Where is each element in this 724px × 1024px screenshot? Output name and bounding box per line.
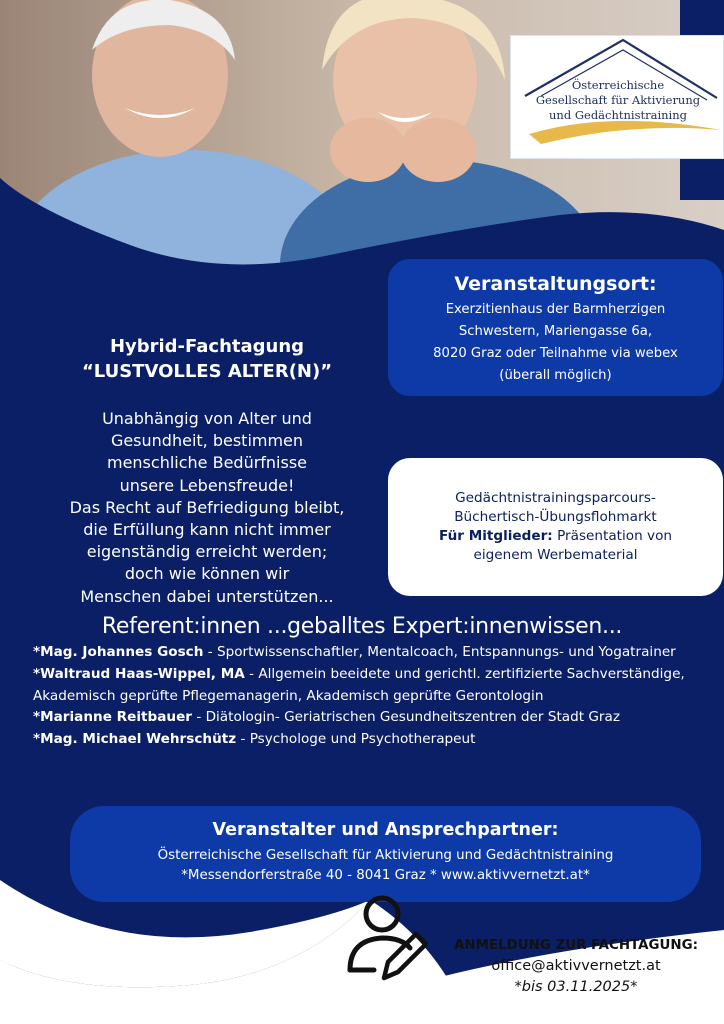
logo-line: und Gedächtnistraining — [549, 108, 687, 122]
registration-deadline: *bis 03.11.2025* — [514, 979, 638, 995]
speaker-desc: - Diätologin- Geriatrischen Gesundheitszentren der Stadt Graz — [192, 709, 620, 726]
speaker-name: *Waltraud Haas-Wippel, MA — [33, 665, 245, 682]
parcours-line: Büchertisch-Übungsflohmarkt — [454, 509, 657, 525]
members-text: Präsentation von — [552, 528, 673, 544]
organization-logo — [510, 35, 724, 159]
speaker-item — [33, 707, 713, 729]
speaker-item — [33, 729, 713, 751]
intro-line: die Erfüllung kann nicht immer — [83, 520, 331, 540]
speaker-desc: - Psychologe und Psychotherapeut — [236, 731, 476, 748]
event-title — [40, 334, 374, 384]
speaker-item — [33, 642, 713, 664]
intro-line: doch wie können wir — [124, 564, 290, 584]
speaker-desc: - Sportwissenschaftler, Mentalcoach, Entspannungs- und Yogatrainer — [203, 644, 676, 660]
parcours-members-line — [388, 527, 723, 546]
speakers-heading: Referent:innen ...geballtes Expert:innenwissen... — [101, 614, 623, 639]
logo-line: Österreichische — [571, 78, 665, 92]
parcours-box — [388, 458, 723, 596]
organizer-title: Veranstalter und Ansprechpartner: — [212, 820, 559, 840]
intro-text — [40, 408, 374, 608]
organizer-box — [70, 806, 701, 902]
parcours-line: Gedächtnistrainingsparcours- — [455, 490, 656, 506]
logo-text — [511, 78, 724, 123]
venue-box — [388, 259, 723, 396]
registration-block — [428, 935, 724, 998]
organizer-line: Österreichische Gesellschaft für Aktivierung und Gedächtnistraining — [157, 848, 614, 863]
speaker-name: *Mag. Michael Wehrschütz — [33, 731, 237, 748]
intro-line: eigenständig erreicht werden; — [86, 542, 328, 562]
event-title-line1: Hybrid-Fachtagung — [109, 336, 305, 357]
speaker-name: *Mag. Johannes Gosch — [33, 644, 204, 660]
members-label: Für Mitglieder: — [438, 528, 553, 544]
intro-line: Unabhängig von Alter und — [102, 409, 312, 428]
speaker-item — [33, 664, 713, 708]
user-edit-icon — [344, 892, 428, 984]
logo-line: Gesellschaft für Aktivierung — [535, 93, 701, 107]
venue-line: Schwestern, Mariengasse 6a, — [458, 324, 653, 339]
registration-email[interactable]: office@aktivvernetzt.at — [491, 958, 661, 974]
speaker-desc: - Allgemein beeidete und gerichtl. zertifizierte Sachverständige, Akademisch geprüfte Pflegemanagerin, Akademisch geprüfte Gerontologin — [33, 665, 685, 704]
intro-line: unsere Lebensfreude! — [119, 475, 295, 495]
speakers-list — [33, 642, 713, 751]
organizer-address: *Messendorferstraße 40 - 8041 Graz * www.aktivvernetzt.at* — [181, 868, 590, 883]
registration-heading: ANMELDUNG ZUR FACHTAGUNG: — [454, 938, 698, 953]
intro-line: menschliche Bedürfnisse — [106, 453, 308, 473]
venue-title: Veranstaltungsort: — [454, 273, 657, 295]
venue-line: 8020 Graz oder Teilnahme via webex — [433, 346, 678, 361]
venue-line: Exerzitienhaus der Barmherzigen — [445, 302, 666, 317]
intro-line: Das Recht auf Befriedigung bleibt, — [69, 497, 345, 517]
parcours-line: eigenem Werbematerial — [473, 547, 638, 563]
intro-line: Gesundheit, bestimmen — [110, 431, 304, 451]
intro-line: Menschen dabei unterstützen... — [80, 586, 334, 606]
speaker-name: *Marianne Reitbauer — [33, 709, 193, 726]
event-title-line2: “LUSTVOLLES ALTER(N)” — [81, 361, 333, 382]
venue-line: (überall möglich) — [499, 368, 612, 383]
